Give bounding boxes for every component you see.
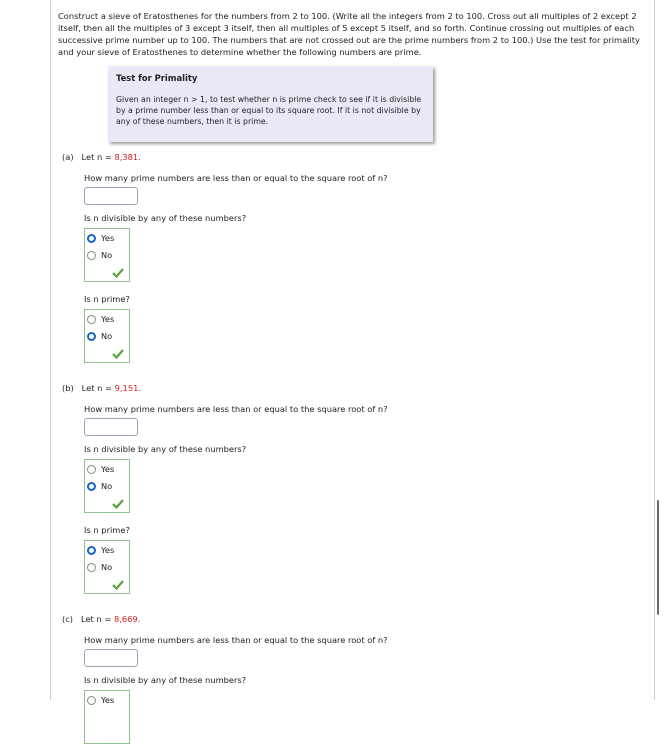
part-a-tag: (a) — [62, 152, 74, 162]
part-c-label — [62, 614, 140, 624]
part-c-count-question: How many prime numbers are less than or equal to the square root of n? — [84, 635, 388, 645]
part-c-divisible-question: Is n divisible by any of these numbers? — [84, 675, 247, 685]
part-c-tag: (c) — [62, 614, 74, 624]
part-a-n-value: 8,381. — [114, 152, 141, 162]
part-a-prime-question: Is n prime? — [84, 294, 130, 304]
part-b-count-question: How many prime numbers are less than or equal to the square root of n? — [84, 404, 388, 414]
part-c-divisible-group — [84, 690, 130, 744]
check-icon — [112, 580, 124, 590]
radio-selected-icon[interactable] — [87, 234, 96, 243]
part-a-divisible-yes[interactable]: Yes — [87, 232, 114, 244]
radio-empty-icon[interactable] — [87, 563, 96, 572]
part-b-prime-group — [84, 540, 130, 594]
part-c-count-input[interactable] — [84, 649, 138, 667]
part-a-prime-no[interactable]: No — [87, 330, 112, 342]
part-a-count-input[interactable] — [84, 187, 138, 205]
part-b-divisible-yes[interactable]: Yes — [87, 463, 114, 475]
radio-selected-icon[interactable] — [87, 332, 96, 341]
radio-empty-icon[interactable] — [87, 251, 96, 260]
part-a-prime-group — [84, 309, 130, 363]
let-n-label: Let n = — [81, 383, 112, 393]
part-b-divisible-question: Is n divisible by any of these numbers? — [84, 444, 247, 454]
part-b-tag: (b) — [62, 383, 74, 393]
part-b-prime-yes[interactable]: Yes — [87, 544, 114, 556]
part-a-divisible-no[interactable]: No — [87, 249, 112, 261]
hint-title: Test for Primality — [116, 73, 198, 83]
let-n-label: Let n = — [80, 614, 112, 624]
check-icon — [112, 499, 124, 509]
check-icon — [112, 349, 124, 359]
part-c-n-value: 8,669. — [113, 614, 141, 624]
hint-body: Given an integer n > 1, to test whether n is prime check to see if it is divisible by a prime number less than or equal to its square root. If it is not divisible by any of these numbers, then it is prime. — [116, 95, 422, 126]
part-b-divisible-group — [84, 459, 130, 513]
let-n-label: Let n = — [81, 152, 112, 162]
radio-empty-icon[interactable] — [87, 465, 96, 474]
part-a-prime-yes[interactable]: Yes — [87, 313, 114, 325]
check-icon — [112, 268, 124, 278]
part-b-label — [62, 383, 141, 393]
problem-intro: Construct a sieve of Eratosthenes for the numbers from 2 to 100. (Write all the integers from 2 to 100. Cross out all multiples of 2 except 2 itself, then all the multiples of 3 except 3 itself, then all multiples of 5 except 5 itself, and so forth. Continue crossing out multiples of each successive prime number up to 100. The numbers that are not crossed out are the prime numbers from 2 to 100.) Use the test for primality and your sieve of Eratosthenes to determine whether the following numbers are prime. — [58, 11, 640, 57]
radio-empty-icon[interactable] — [87, 696, 96, 705]
part-a-count-question: How many prime numbers are less than or equal to the square root of n? — [84, 173, 388, 183]
part-a-label — [62, 152, 141, 162]
part-c-divisible-yes[interactable]: Yes — [87, 694, 114, 706]
part-b-prime-question: Is n prime? — [84, 525, 130, 535]
radio-selected-icon[interactable] — [87, 482, 96, 491]
part-b-count-input[interactable] — [84, 418, 138, 436]
scrollbar-thumb[interactable] — [657, 500, 659, 615]
part-a-divisible-group — [84, 228, 130, 282]
radio-empty-icon[interactable] — [87, 315, 96, 324]
radio-selected-icon[interactable] — [87, 546, 96, 555]
part-b-prime-no[interactable]: No — [87, 561, 112, 573]
part-b-divisible-no[interactable]: No — [87, 480, 112, 492]
part-a-divisible-question: Is n divisible by any of these numbers? — [84, 213, 247, 223]
part-b-n-value: 9,151. — [114, 383, 142, 393]
